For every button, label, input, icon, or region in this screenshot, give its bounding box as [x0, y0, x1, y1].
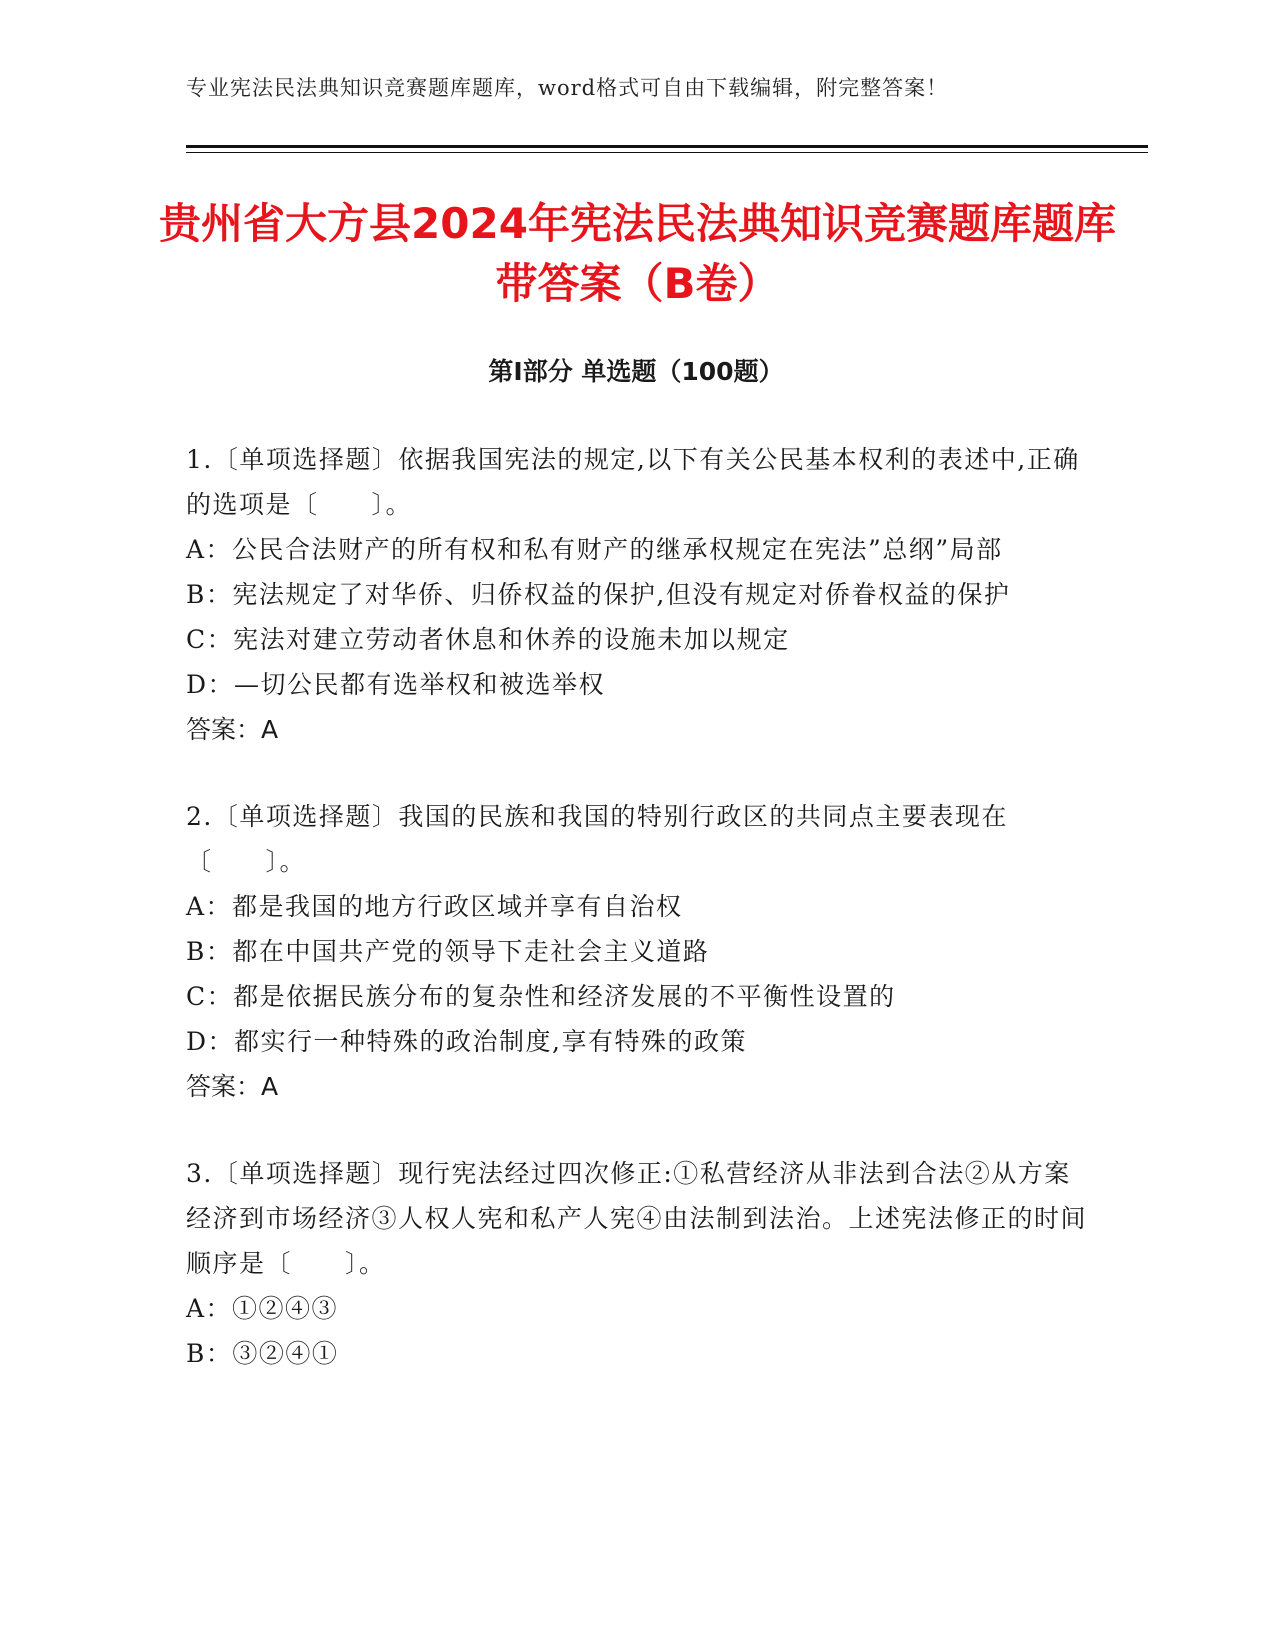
option-a: A：公民合法财产的所有权和私有财产的继承权规定在宪法”总纲”局部	[186, 535, 1003, 564]
question-3	[186, 1151, 1096, 1376]
question-1	[186, 437, 1096, 752]
answer: 答案：A	[186, 1072, 279, 1101]
question-stem: 1.〔单项选择题〕依据我国宪法的规定,以下有关公民基本权利的表述中,正确的选项是〔 〕。	[186, 445, 1080, 519]
option-d: D：都实行一种特殊的政治制度,享有特殊的政策	[186, 1027, 747, 1056]
option-b: B：都在中国共产党的领导下走社会主义道路	[186, 937, 710, 966]
option-d: D：—切公民都有选举权和被选举权	[186, 670, 606, 699]
section-title: 第Ⅰ部分 单选题（100题）	[488, 357, 784, 386]
question-stem: 3.〔单项选择题〕现行宪法经过四次修正:①私营经济从非法到合法②从方案经济到市场经济③人权人宪和私产人宪④由法制到法治。上述宪法修正的时间顺序是〔 〕。	[186, 1159, 1088, 1278]
header-rule-thin	[186, 152, 1148, 153]
option-a: A：都是我国的地方行政区域并享有自治权	[186, 892, 683, 921]
question-list	[186, 437, 1096, 1418]
option-a: A：①②④③	[186, 1294, 339, 1323]
document-title: 贵州省大方县2024年宪法民法典知识竞赛题库题库带答案（B卷）	[159, 199, 1116, 308]
header-rule-thick	[186, 145, 1148, 148]
question-2	[186, 794, 1096, 1109]
header-note: 专业宪法民法典知识竞赛题库题库，word格式可自由下载编辑，附完整答案！	[186, 76, 949, 100]
option-c: C：都是依据民族分布的复杂性和经济发展的不平衡性设置的	[186, 982, 896, 1011]
question-stem: 2.〔单项选择题〕我国的民族和我国的特别行政区的共同点主要表现在〔 〕。	[186, 802, 1008, 876]
answer: 答案：A	[186, 715, 279, 744]
option-b: B：③②④①	[186, 1339, 339, 1368]
option-b: B：宪法规定了对华侨、归侨权益的保护,但没有规定对侨眷权益的保护	[186, 580, 1011, 609]
option-c: C：宪法对建立劳动者休息和休养的设施未加以规定	[186, 625, 790, 654]
